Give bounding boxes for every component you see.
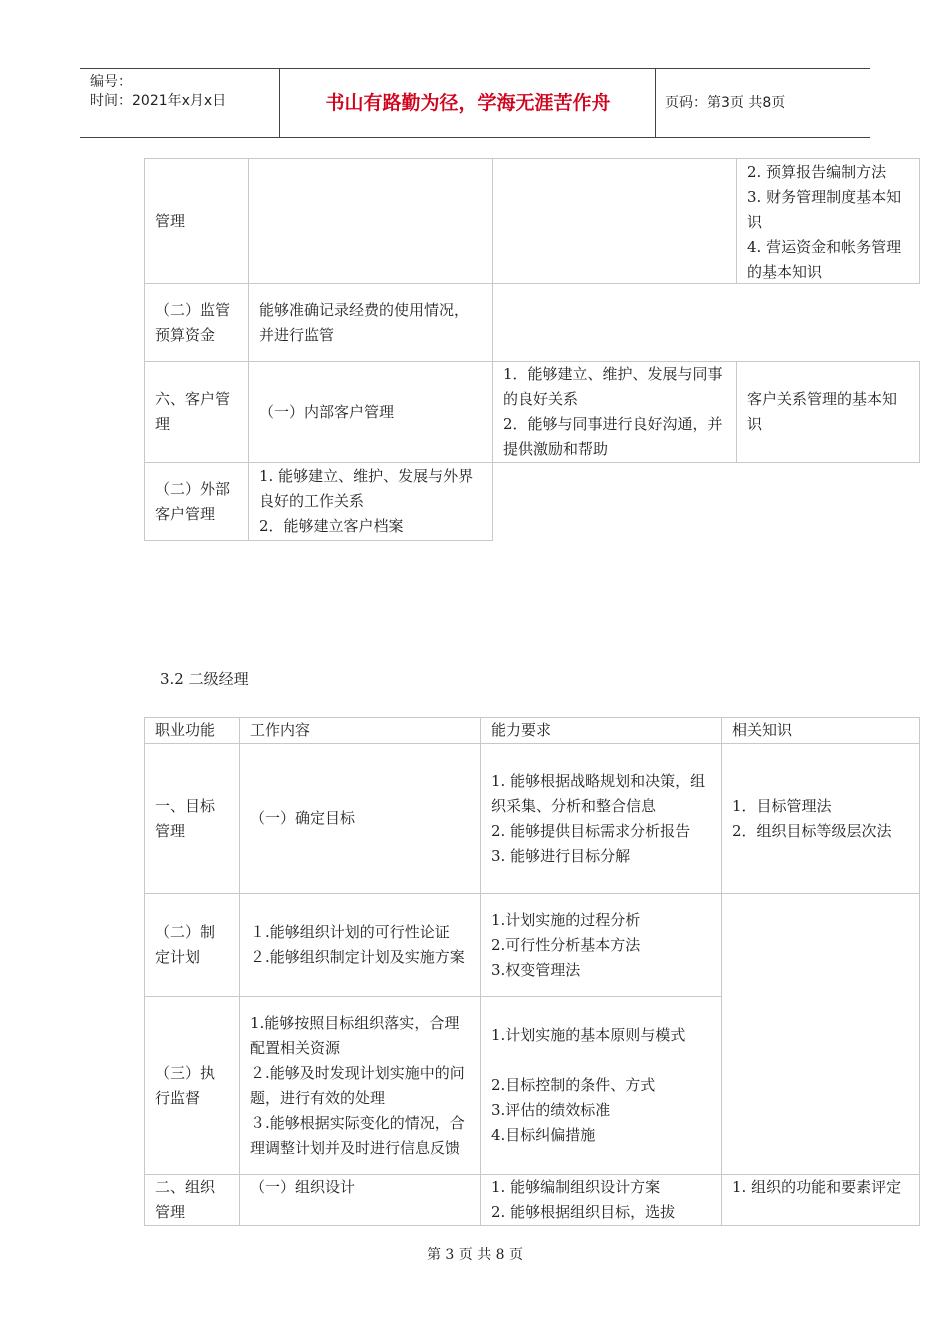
t2-r1-function: 一、目标管理	[144, 743, 240, 894]
section-title: 3.2 二级经理	[160, 670, 249, 688]
t2-header-knowledge: 相关知识	[721, 717, 920, 744]
header-motto: 书山有路勤为径，学海无涯苦作舟	[281, 69, 656, 137]
doc-date-label: 时间：2021年x月x日	[90, 93, 227, 109]
t2-r4-function: 二、组织管理	[144, 1174, 240, 1226]
t2-r1-ability: 1. 能够根据战略规划和决策，组织采集、分析和整合信息 2. 能够提供目标需求分析报告 3. 能够进行目标分解	[480, 743, 722, 894]
t1-r4-function: （二）外部客户管理	[144, 462, 249, 541]
t2-header-ability: 能力要求	[480, 717, 722, 744]
t1-r1-content	[248, 158, 493, 284]
t1-r2-content: 能够准确记录经费的使用情况，并进行监管	[248, 283, 493, 362]
t2-r2-r3-knowledge	[721, 893, 920, 1175]
t2-r4-knowledge: 1. 组织的功能和要素评定	[721, 1174, 920, 1226]
t2-r3-function: （三）执行监督	[144, 996, 240, 1175]
t2-r2-ability: 1.计划实施的过程分析 2.可行性分析基本方法 3.权变管理法	[480, 893, 722, 997]
header-page-number: 页码：第3页 共8页	[665, 95, 786, 111]
t1-r2-function: （二）监管预算资金	[144, 283, 249, 362]
doc-number-label: 编号：	[90, 74, 132, 90]
t2-r2-content: １.能够组织计划的可行性论证 ２.能够组织制定计划及实施方案	[239, 893, 481, 997]
t2-header-function: 职业功能	[144, 717, 240, 744]
t2-r4-ability: 1. 能够编制组织设计方案 2. 能够根据组织目标，选拔	[480, 1174, 722, 1226]
t2-r3-ability: 1.计划实施的基本原则与模式 2.目标控制的条件、方式 3.评估的绩效标准 4.目标纠偏措施	[480, 996, 722, 1175]
t1-r1-function: 管理	[144, 158, 249, 284]
t2-r3-content: 1.能够按照目标组织落实，合理配置相关资源 ２.能够及时发现计划实施中的问题，进行有效的处理 ３.能够根据实际变化的情况，合理调整计划并及时进行信息反馈	[239, 996, 481, 1175]
header-meta	[80, 69, 280, 137]
t1-r3-knowledge: 客户关系管理的基本知识	[736, 361, 920, 463]
t1-r4-content: 1. 能够建立、维护、发展与外界良好的工作关系 2．能够建立客户档案	[248, 462, 493, 541]
t2-header-content: 工作内容	[239, 717, 481, 744]
t1-r1-knowledge: 2. 预算报告编制方法 3. 财务管理制度基本知识 4. 营运资金和帐务管理的基本知识	[736, 158, 920, 284]
t2-r4-content: （一）组织设计	[239, 1174, 481, 1226]
t2-r2-function: （二）制定计划	[144, 893, 240, 997]
t1-r1-ability	[492, 158, 737, 284]
t1-r3-function: 六、客户管理	[144, 361, 249, 463]
t2-r1-knowledge: 1．目标管理法 2．组织目标等级层次法	[721, 743, 920, 894]
t1-r3-content: （一）内部客户管理	[248, 361, 493, 463]
page-footer: 第 3 页 共 8 页	[426, 1247, 524, 1263]
t2-r1-content: （一）确定目标	[239, 743, 481, 894]
page-header	[80, 68, 870, 138]
t1-r3-ability: 1．能够建立、维护、发展与同事的良好关系 2．能够与同事进行良好沟通，并提供激励和帮助	[492, 361, 737, 463]
